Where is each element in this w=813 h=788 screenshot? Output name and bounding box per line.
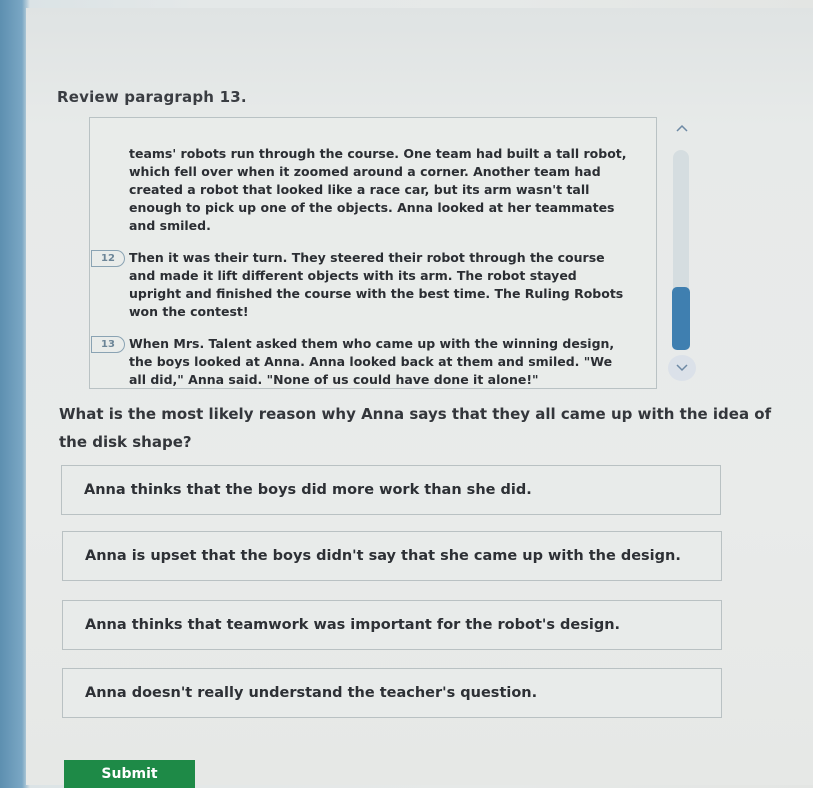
passage-intro: teams' robots run through the course. One team had built a tall robot, which fell over when it zoomed around a corner. Another team had created a robot that looked like a race car, but its arm wasn't tall enough to pick up one of the objects. Anna looked at her teammates and smiled. (129, 146, 627, 233)
chevron-down-icon (676, 364, 688, 372)
passage-text (101, 145, 629, 403)
chevron-up-icon (676, 124, 688, 132)
answer-option-c[interactable]: Anna thinks that teamwork was important for the robot's design. (62, 600, 722, 650)
paragraph-text: When Mrs. Talent asked them who came up with the winning design, the boys looked at Anna. Anna looked back at them and smiled. "We all did," Anna said. "None of us could have done it alone!" (129, 336, 615, 387)
scroll-down-button[interactable] (668, 355, 696, 381)
question-text: What is the most likely reason why Anna says that they all came up with the idea of the disk shape? (59, 405, 772, 451)
submit-button[interactable]: Submit (64, 760, 195, 788)
answer-option-a[interactable]: Anna thinks that the boys did more work than she did. (61, 465, 721, 515)
paragraph-number-badge: 12 (91, 250, 125, 267)
scroll-up-button[interactable] (668, 115, 696, 141)
paragraph-number-badge: 13 (91, 336, 125, 353)
scrollbar-thumb[interactable] (672, 287, 690, 350)
answer-option-d[interactable]: Anna doesn't really understand the teacher's question. (62, 668, 722, 718)
answer-option-b[interactable]: Anna is upset that the boys didn't say that she came up with the design. (62, 531, 722, 581)
paragraph-13 (101, 335, 629, 389)
paragraph-12 (101, 249, 629, 321)
paragraph-text: Then it was their turn. They steered their robot through the course and made it lift different objects with its arm. The robot stayed upright and finished the course with the best time. The Ruling Robots won the contest! (129, 250, 624, 319)
prompt-text: Review paragraph 13. (57, 88, 247, 106)
